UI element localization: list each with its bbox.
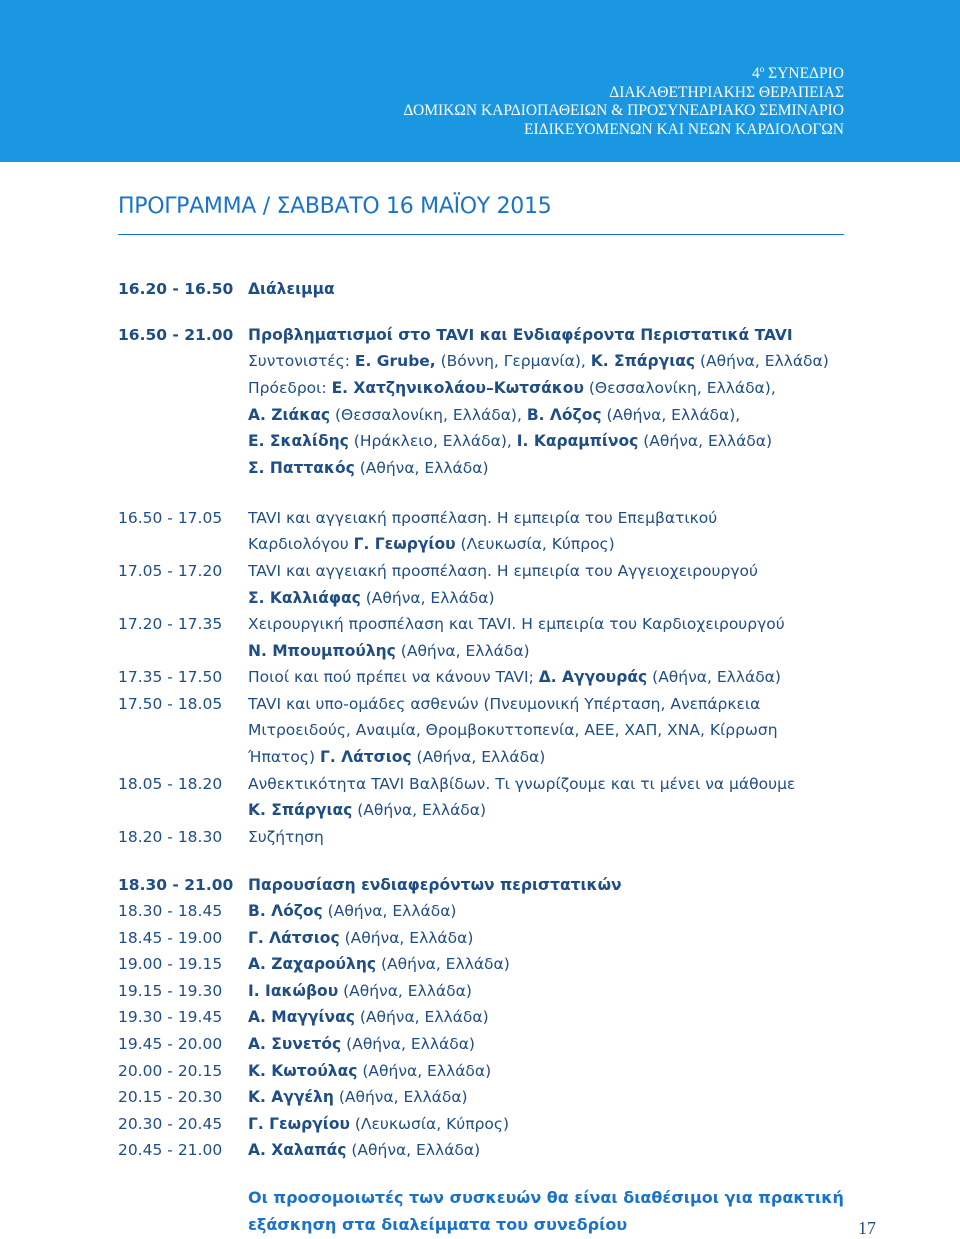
president-place: (Αθήνα, Ελλάδα), <box>601 406 741 424</box>
case-time: 20.15 - 20.30 <box>118 1088 223 1106</box>
case-time: 18.30 - 18.45 <box>118 902 223 920</box>
case-presenter <box>248 1087 468 1107</box>
case-time: 19.15 - 19.30 <box>118 982 223 1000</box>
conference-word: ΣΥΝΕΔΡΙΟ <box>764 65 844 83</box>
case-presenter <box>248 1061 491 1081</box>
president-place: (Θεσσαλονίκη, Ελλάδα), <box>583 379 776 397</box>
case-time: 20.45 - 21.00 <box>118 1141 223 1159</box>
case-presenter <box>248 901 456 921</box>
president-name: Σ. Παττακός <box>248 459 355 477</box>
president-name: Ι. Καραμπίνος <box>516 432 639 450</box>
session1-presidents-3 <box>248 431 772 451</box>
speaker-place: (Λευκωσία, Κύπρος) <box>455 535 615 553</box>
case-presenter <box>248 1034 475 1054</box>
case-presenter <box>248 1140 480 1160</box>
session1-title: Προβληματισμοί στο TAVI και Ενδιαφέροντα Περιστατικά TAVI <box>248 326 793 344</box>
talk-title: TAVI και αγγειακή προσπέλαση. Η εμπειρία του Επεμβατικού <box>248 509 718 527</box>
presenter-place: (Αθήνα, Ελλάδα) <box>322 902 457 920</box>
talk-time: 18.05 - 18.20 <box>118 775 223 793</box>
presenter-place: (Αθήνα, Ελλάδα) <box>357 1062 492 1080</box>
talk-title: Ανθεκτικότητα TAVI Βαλβίδων. Τι γνωρίζουμε και τι μένει να μάθουμε <box>248 775 796 793</box>
case-presenter <box>248 928 473 948</box>
case-presenter <box>248 954 510 974</box>
chairs-label: Συντονιστές: <box>248 352 355 370</box>
talk-speaker <box>248 641 530 661</box>
presenter-name: Κ. Αγγέλη <box>248 1088 334 1106</box>
speaker-name: Σ. Καλλιάφας <box>248 589 361 607</box>
presenter-place: (Αθήνα, Ελλάδα) <box>339 929 474 947</box>
president-name: Ε. Χατζηνικολάου–Κωτσάκου <box>331 379 584 397</box>
president-place: (Ηράκλειο, Ελλάδα), <box>348 432 517 450</box>
speaker-place: (Αθήνα, Ελλάδα) <box>411 748 546 766</box>
president-name: Α. Ζιάκας <box>248 406 331 424</box>
presidents-label: Πρόεδροι: <box>248 379 332 397</box>
session2-time: 18.30 - 21.00 <box>118 876 234 894</box>
talk-time: 17.35 - 17.50 <box>118 668 223 686</box>
talk-title: Χειρουργική προσπέλαση και TAVI. Η εμπειρία του Καρδιοχειρουργού <box>248 615 785 633</box>
presenter-name: Γ. Λάτσιος <box>248 929 340 947</box>
presenter-place: (Αθήνα, Ελλάδα) <box>341 1035 475 1053</box>
talk-time: 17.20 - 17.35 <box>118 615 223 633</box>
conference-number: 4 <box>752 65 760 83</box>
speaker-name: Ν. Μπουμπούλης <box>248 642 396 660</box>
talk-time: 18.20 - 18.30 <box>118 828 223 846</box>
talk-title <box>248 667 781 687</box>
speaker-name: Δ. Αγγουράς <box>538 668 648 686</box>
speaker-place: (Αθήνα, Ελλάδα) <box>395 642 530 660</box>
speaker-name: Γ. Γεωργίου <box>353 535 456 553</box>
presenter-place: (Αθήνα, Ελλάδα) <box>354 1008 489 1026</box>
case-time: 19.00 - 19.15 <box>118 955 223 973</box>
talk-title-cont: Ήπατος) <box>248 748 320 766</box>
case-time: 19.30 - 19.45 <box>118 1008 223 1026</box>
session1-presidents-2 <box>248 405 740 425</box>
presenter-name: Α. Μαγγίνας <box>248 1008 355 1026</box>
presenter-name: Ι. Ιακώβου <box>248 982 339 1000</box>
talk-speaker <box>248 800 486 820</box>
speaker-place: (Αθήνα, Ελλάδα) <box>360 589 495 607</box>
session2-title: Παρουσίαση ενδιαφερόντων περιστατικών <box>248 876 622 894</box>
case-time: 20.30 - 20.45 <box>118 1115 223 1133</box>
case-presenter <box>248 981 472 1001</box>
case-time: 20.00 - 20.15 <box>118 1062 223 1080</box>
talk-time: 16.50 - 17.05 <box>118 509 223 527</box>
session1-time: 16.50 - 21.00 <box>118 326 234 344</box>
ordinal-suffix: ο <box>759 64 765 74</box>
speaker-place: (Αθήνα, Ελλάδα) <box>647 668 781 686</box>
conference-title-line3: ΔΟΜΙΚΩΝ ΚΑΡΔΙΟΠΑΘΕΙΩΝ & ΠΡΟΣΥΝΕΔΡΙΑΚΟ ΣΕΜΙΝΑΡΙΟ <box>403 102 844 120</box>
president-name: Β. Λόζος <box>526 406 602 424</box>
presenter-place: (Αθήνα, Ελλάδα) <box>346 1141 481 1159</box>
presenter-place: (Λευκωσία, Κύπρος) <box>349 1115 510 1133</box>
presenter-name: Κ. Κωτούλας <box>248 1062 358 1080</box>
presenter-name: Β. Λόζος <box>248 902 323 920</box>
talk-speaker <box>248 747 545 767</box>
talk-speaker <box>248 534 615 554</box>
footnote-line2: εξάσκηση στα διαλείμματα του συνεδρίου <box>248 1215 628 1234</box>
talk-time: 17.50 - 18.05 <box>118 695 223 713</box>
speaker-name: Κ. Σπάργιας <box>248 801 353 819</box>
talk-title: Συζήτηση <box>248 828 324 846</box>
page-title: ΠΡΟΓΡΑΜΜΑ / ΣΑΒΒΑΤΟ 16 ΜΑΪΟΥ 2015 <box>118 194 552 219</box>
presenter-place: (Αθήνα, Ελλάδα) <box>338 982 472 1000</box>
conference-title <box>403 60 844 139</box>
talk-speaker <box>248 588 495 608</box>
presenter-place: (Αθήνα, Ελλάδα) <box>376 955 510 973</box>
footnote-line1: Οι προσομοιωτές των συσκευών θα είναι διαθέσιμοι για πρακτική <box>248 1188 844 1207</box>
talk-title: TAVI και αγγειακή προσπέλαση. Η εμπειρία του Αγγειοχειρουργού <box>248 562 758 580</box>
president-place: (Αθήνα, Ελλάδα) <box>354 459 489 477</box>
chair-place: (Αθήνα, Ελλάδα) <box>695 352 829 370</box>
page-number: 17 <box>858 1218 876 1238</box>
session1-presidents-4 <box>248 458 489 478</box>
chair-place: (Βόννη, Γερμανία), <box>435 352 591 370</box>
talk-title-text: Ποιοί και πού πρέπει να κάνουν TAVI; <box>248 668 539 686</box>
case-time: 19.45 - 20.00 <box>118 1035 223 1053</box>
chair-name: Κ. Σπάργιας <box>590 352 696 370</box>
presenter-name: Α. Συνετός <box>248 1035 342 1053</box>
chair-name: E. Grube, <box>354 352 436 370</box>
title-divider <box>118 234 844 235</box>
presenter-name: Α. Χαλαπάς <box>248 1141 347 1159</box>
talk-time: 17.05 - 17.20 <box>118 562 223 580</box>
presenter-place: (Αθήνα, Ελλάδα) <box>333 1088 468 1106</box>
case-presenter <box>248 1114 509 1134</box>
case-presenter <box>248 1007 489 1027</box>
president-place: (Θεσσαλονίκη, Ελλάδα), <box>330 406 527 424</box>
conference-title-line4: ΕΙΔΙΚΕΥΟΜΕΝΩΝ ΚΑΙ ΝΕΩΝ ΚΑΡΔΙΟΛΟΓΩΝ <box>524 120 844 138</box>
session1-presidents <box>248 378 776 398</box>
session1-chairs <box>248 351 829 371</box>
talk-title-cont: Μιτροειδούς, Αναιμία, Θρομβοκυττοπενία, ΑΕΕ, ΧΑΠ, ΧΝΑ, Κίρρωση <box>248 721 778 739</box>
break-label: Διάλειμμα <box>248 280 335 298</box>
president-place: (Αθήνα, Ελλάδα) <box>638 432 773 450</box>
talk-title-cont: Καρδιολόγου <box>248 535 354 553</box>
presenter-name: Γ. Γεωργίου <box>248 1115 350 1133</box>
case-time: 18.45 - 19.00 <box>118 929 223 947</box>
speaker-name: Γ. Λάτσιος <box>319 748 412 766</box>
break-time: 16.20 - 16.50 <box>118 280 234 298</box>
presenter-name: Α. Ζαχαρούλης <box>248 955 377 973</box>
talk-title: TAVI και υπο-ομάδες ασθενών (Πνευμονική Υπέρταση, Ανεπάρκεια <box>248 695 761 713</box>
conference-title-line2: ΔΙΑΚΑΘΕΤΗΡΙΑΚΗΣ ΘΕΡΑΠΕΙΑΣ <box>609 83 844 101</box>
president-name: Ε. Σκαλίδης <box>248 432 349 450</box>
speaker-place: (Αθήνα, Ελλάδα) <box>352 801 487 819</box>
